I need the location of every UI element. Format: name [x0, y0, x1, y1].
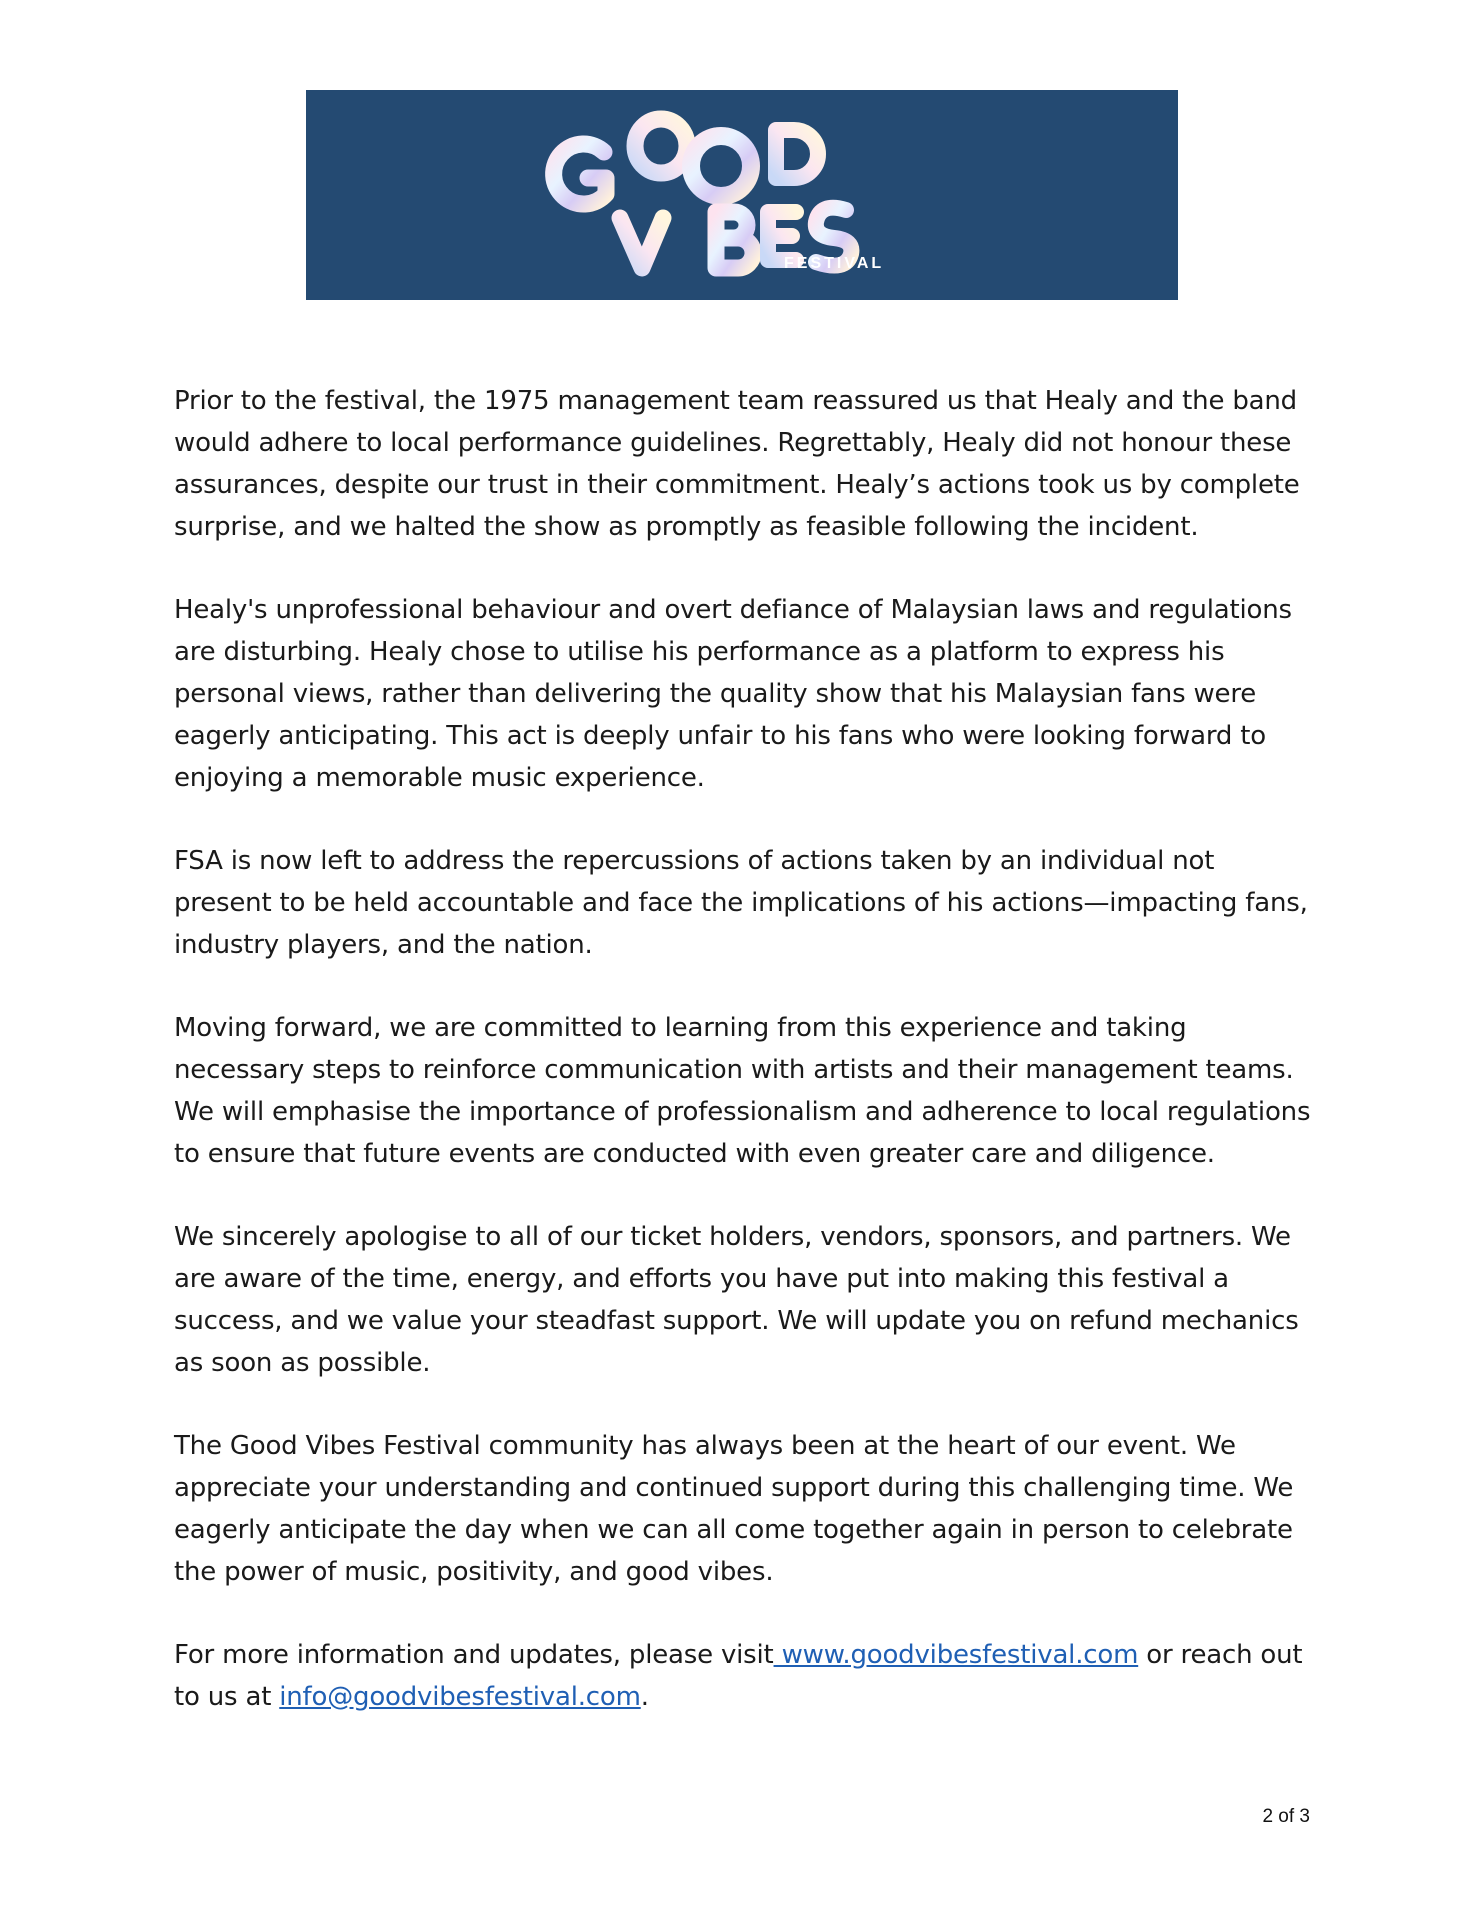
svg-text:FESTIVAL: FESTIVAL — [784, 255, 885, 272]
festival-banner — [306, 90, 1178, 300]
letter-body — [174, 380, 1318, 1759]
contact-suffix: . — [640, 1682, 649, 1712]
paragraph-apology: We sincerely apologise to all of our ticket holders, vendors, sponsors, and partners. We are aware of the time, energy, and efforts you have put into making this festival a success, and we value your steadfast support. We will update you on refund mechanics as soon as possible. — [174, 1222, 1299, 1378]
paragraph-unprofessional-behaviour: Healy's unprofessional behaviour and overt defiance of Malaysian laws and regulations are disturbing. Healy chose to utilise his performance as a platform to express his personal views, rather than delivering the quality show that his Malaysian fans were eagerly anticipating. This act is deeply unfair to his fans who were looking forward to enjoying a memorable music experience. — [174, 595, 1292, 793]
paragraph-moving-forward: Moving forward, we are committed to learning from this experience and taking necessary steps to reinforce communication with artists and their management teams. We will emphasise the importance of professionalism and adherence to local regulations to ensure that future events are conducted with even greater care and diligence. — [174, 1013, 1311, 1169]
contact-prefix: For more information and updates, please visit — [174, 1640, 774, 1670]
email-link[interactable]: info@goodvibesfestival.com — [279, 1682, 641, 1712]
paragraph-contact — [174, 1634, 1318, 1718]
paragraph-repercussions: FSA is now left to address the repercussions of actions taken by an individual not present to be held accountable and face the implications of his actions—impacting fans, industry players, and the nation. — [174, 846, 1308, 960]
website-link[interactable]: www.goodvibesfestival.com — [773, 1640, 1139, 1670]
contact-middle: or reach out to us at — [174, 1640, 1303, 1712]
good-vibes-festival-logo — [306, 90, 1178, 300]
page-number: 2 of 3 — [1262, 1806, 1310, 1827]
paragraph-community: The Good Vibes Festival community has always been at the heart of our event. We appreciate your understanding and continued support during this challenging time. We eagerly anticipate the day when we can all come together again in person to celebrate the power of music, positivity, and good vibes. — [174, 1431, 1294, 1587]
paragraph-management-assurances: Prior to the festival, the 1975 management team reassured us that Healy and the band would adhere to local performance guidelines. Regrettably, Healy did not honour these assurances, despite our trust in their commitment. Healy’s actions took us by complete surprise, and we halted the show as promptly as feasible following the incident. — [174, 386, 1300, 542]
